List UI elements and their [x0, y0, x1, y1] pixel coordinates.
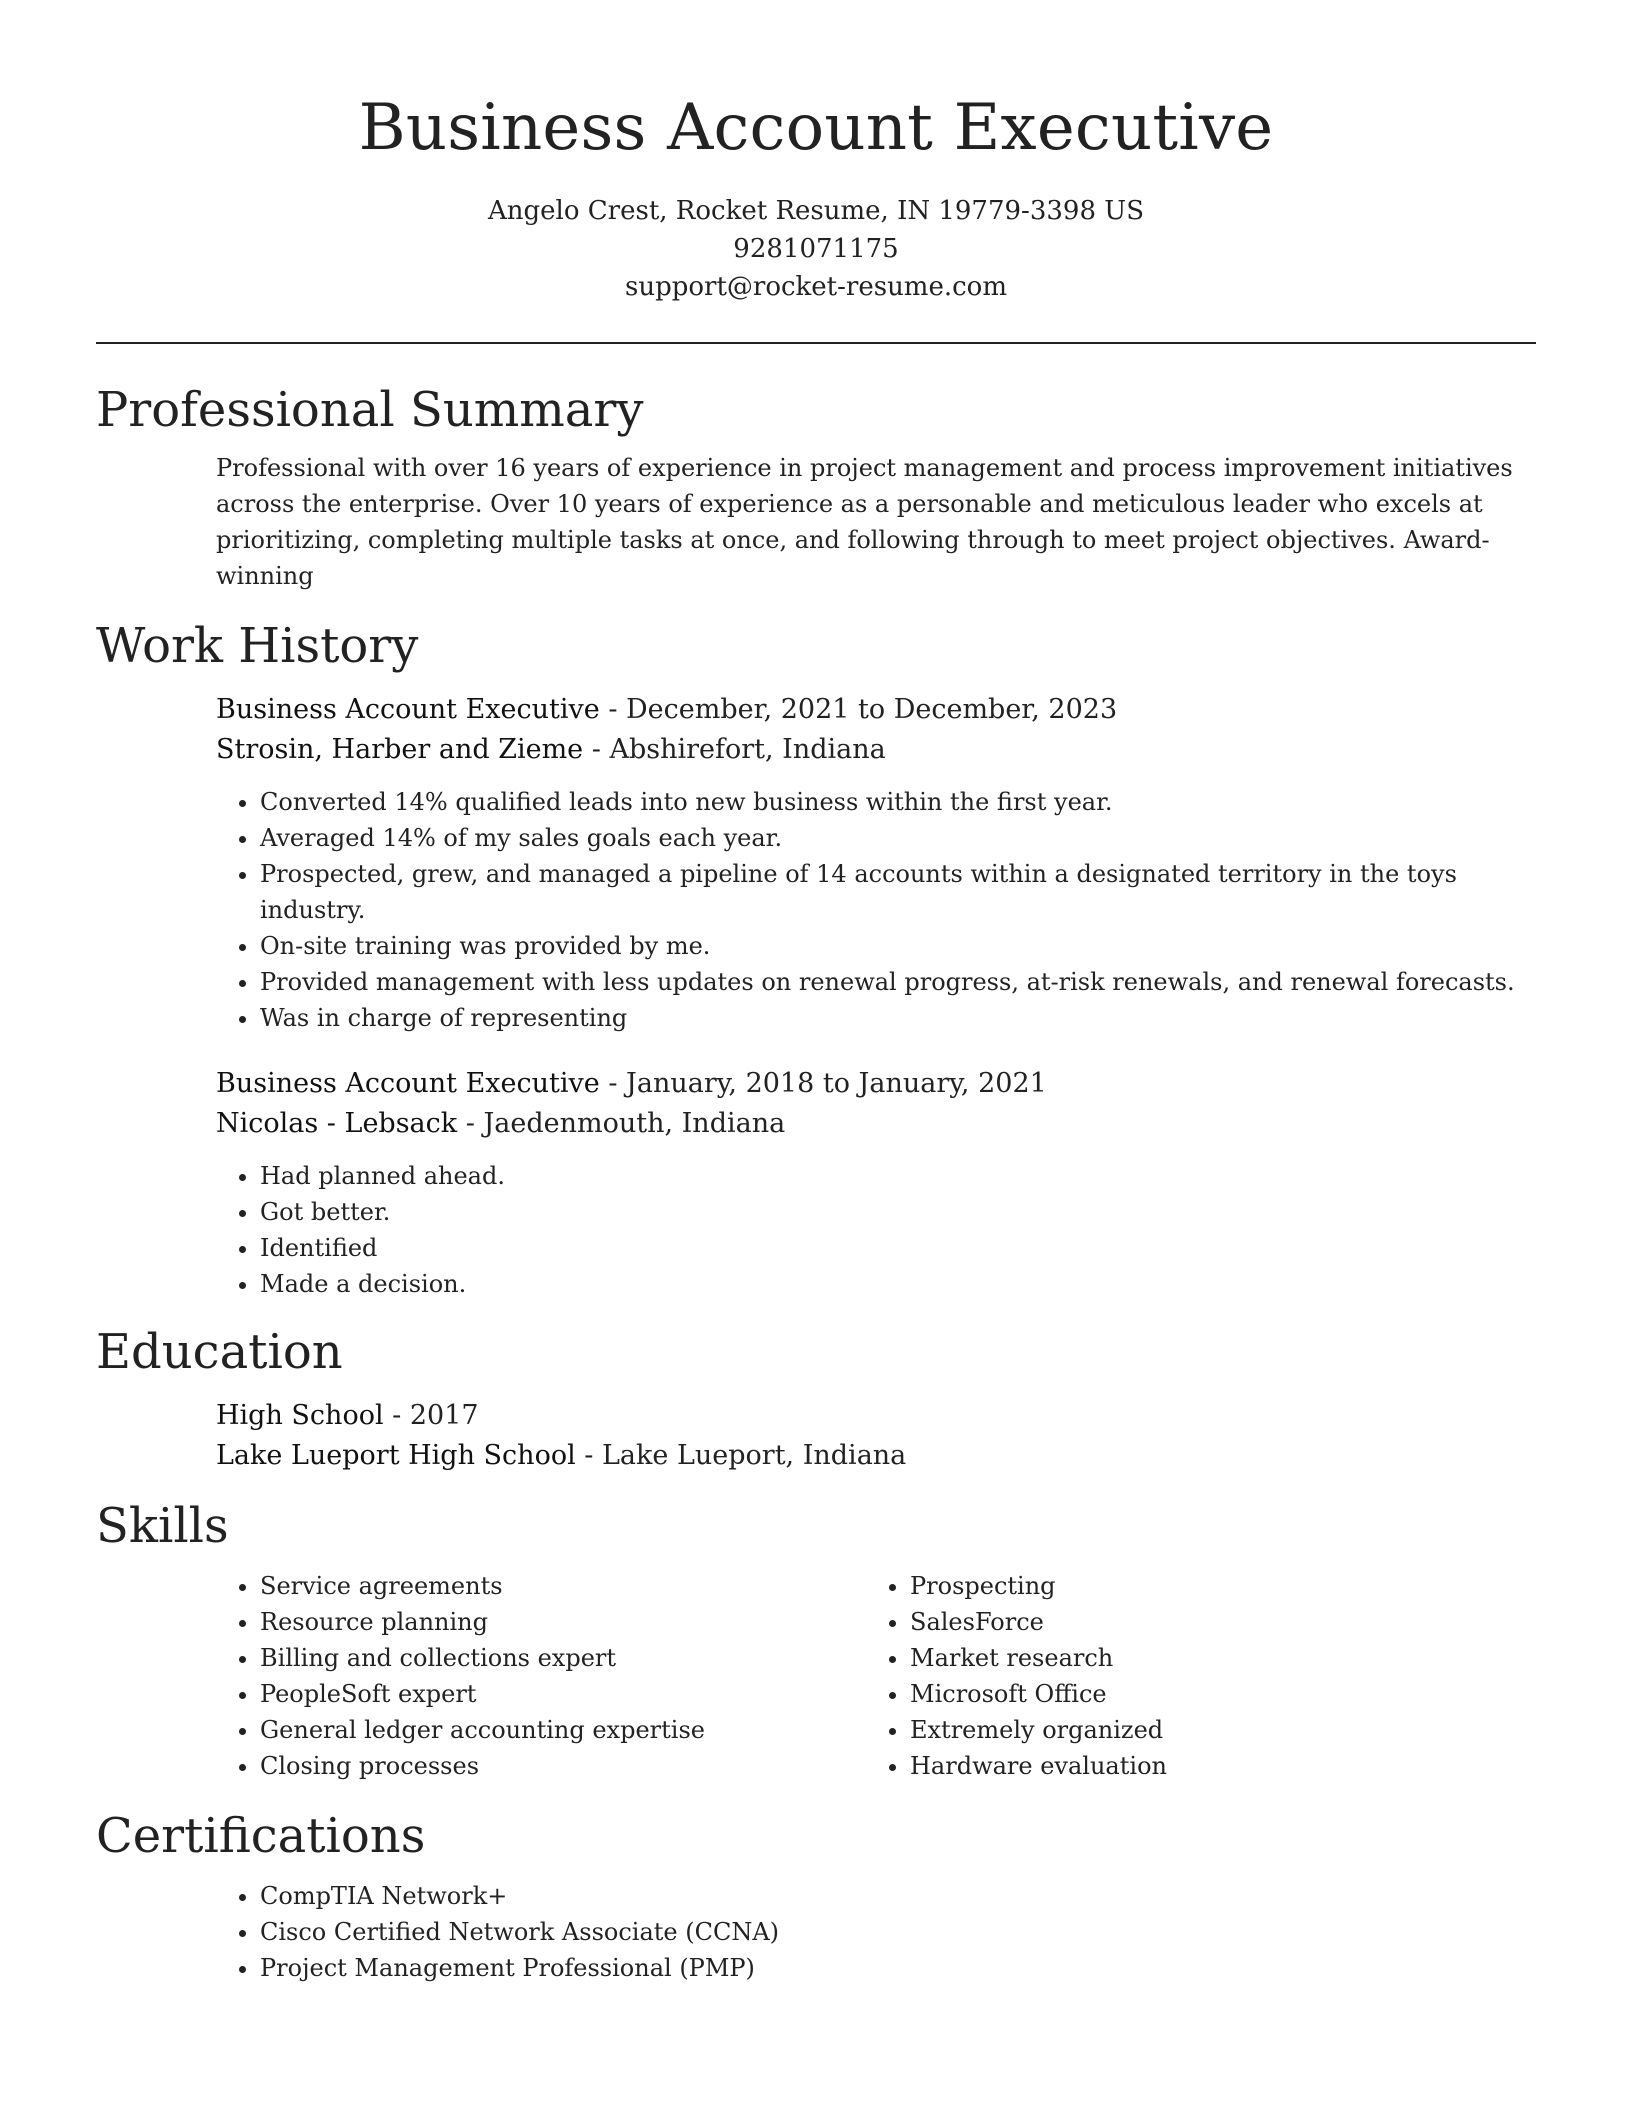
list-item: • Market research	[910, 1640, 1366, 1676]
list-item: • Got better.	[260, 1194, 1536, 1230]
list-item: • Cisco Certified Network Associate (CCNA)	[260, 1914, 1536, 1950]
job-company-line	[216, 730, 1536, 770]
list-item: • Service agreements	[260, 1568, 866, 1604]
list-item: • Extremely organized	[910, 1712, 1366, 1748]
contact-address: Angelo Crest, Rocket Resume, IN 19779-3398 US	[487, 196, 1145, 226]
education-degree-line	[216, 1396, 1536, 1436]
work-history-heading: Work History	[96, 618, 419, 674]
skills-heading: Skills	[96, 1498, 229, 1554]
education-location: - Lake Lueport, Indiana	[575, 1440, 907, 1471]
job-company: Strosin, Harber and Zieme	[216, 734, 584, 765]
job-company: Nicolas - Lebsack	[216, 1108, 458, 1139]
list-item: • Provided management with less updates on renewal progress, at-risk renewals, and renewal forecasts.	[260, 964, 1536, 1000]
job-title: Business Account Executive	[216, 1068, 600, 1099]
list-item: • Was in charge of representing	[260, 1000, 1536, 1036]
skills-columns	[216, 1568, 1536, 1784]
header-divider	[96, 342, 1536, 344]
skills-list-right	[866, 1568, 1366, 1784]
list-item: • PeopleSoft expert	[260, 1676, 866, 1712]
list-item: • CompTIA Network+	[260, 1878, 1536, 1914]
job-title-line	[216, 690, 1536, 730]
skills-list-left	[216, 1568, 866, 1784]
list-item: • Closing processes	[260, 1748, 866, 1784]
work-history-section	[96, 616, 1536, 1302]
education-heading: Education	[96, 1324, 343, 1380]
education-school-line	[216, 1436, 1536, 1476]
list-item: • On-site training was provided by me.	[260, 928, 1536, 964]
list-item: • Identified	[260, 1230, 1536, 1266]
list-item: • Resource planning	[260, 1604, 866, 1640]
education-degree: High School	[216, 1400, 384, 1431]
job-dates: - January, 2018 to January, 2021	[599, 1068, 1047, 1099]
job-title: Business Account Executive	[216, 694, 600, 725]
list-item: • SalesForce	[910, 1604, 1366, 1640]
resume-header	[0, 0, 1632, 306]
list-item: • Had planned ahead.	[260, 1158, 1536, 1194]
education-section	[96, 1322, 1536, 1476]
list-item: • Averaged 14% of my sales goals each year.	[260, 820, 1536, 856]
job-company-line	[216, 1104, 1536, 1144]
summary-section	[96, 380, 1536, 594]
list-item: • Converted 14% qualified leads into new business within the first year.	[260, 784, 1536, 820]
summary-text: Professional with over 16 years of experience in project management and process improvement initiatives across the enterprise. Over 10 years of experience as a personable and meticulous leader who excels at prioritizing, completing multiple tasks at once, and following through to meet project objectives. Award-winning	[216, 454, 1513, 590]
job-dates: - December, 2021 to December, 2023	[599, 694, 1118, 725]
certifications-heading: Certifications	[96, 1808, 426, 1864]
list-item: • Microsoft Office	[910, 1676, 1366, 1712]
certifications-section	[96, 1806, 1536, 1986]
job-location: - Jaedenmouth, Indiana	[457, 1108, 786, 1139]
list-item: • General ledger accounting expertise	[260, 1712, 866, 1748]
job-title-line	[216, 1064, 1536, 1104]
job-bullets	[216, 784, 1536, 1036]
list-item: • Prospected, grew, and managed a pipeline of 14 accounts within a designated territory in the toys industry.	[260, 856, 1536, 928]
list-item: • Made a decision.	[260, 1266, 1536, 1302]
list-item: • Project Management Professional (PMP)	[260, 1950, 1536, 1986]
summary-heading: Professional Summary	[96, 382, 644, 438]
contact-phone: 9281071175	[733, 234, 899, 264]
list-item: • Prospecting	[910, 1568, 1366, 1604]
contact-email: support@rocket-resume.com	[624, 272, 1007, 302]
resume-title: Business Account Executive	[358, 91, 1274, 165]
list-item: • Billing and collections expert	[260, 1640, 866, 1676]
list-item: • Hardware evaluation	[910, 1748, 1366, 1784]
job-entry	[216, 1064, 1536, 1302]
job-location: - Abshirefort, Indiana	[583, 734, 886, 765]
job-bullets	[216, 1158, 1536, 1302]
education-year: - 2017	[383, 1400, 479, 1431]
certifications-list	[216, 1878, 1536, 1986]
skills-section	[96, 1496, 1536, 1784]
job-entry	[216, 690, 1536, 1036]
education-school: Lake Lueport High School	[216, 1440, 576, 1471]
contact-info	[0, 192, 1632, 306]
